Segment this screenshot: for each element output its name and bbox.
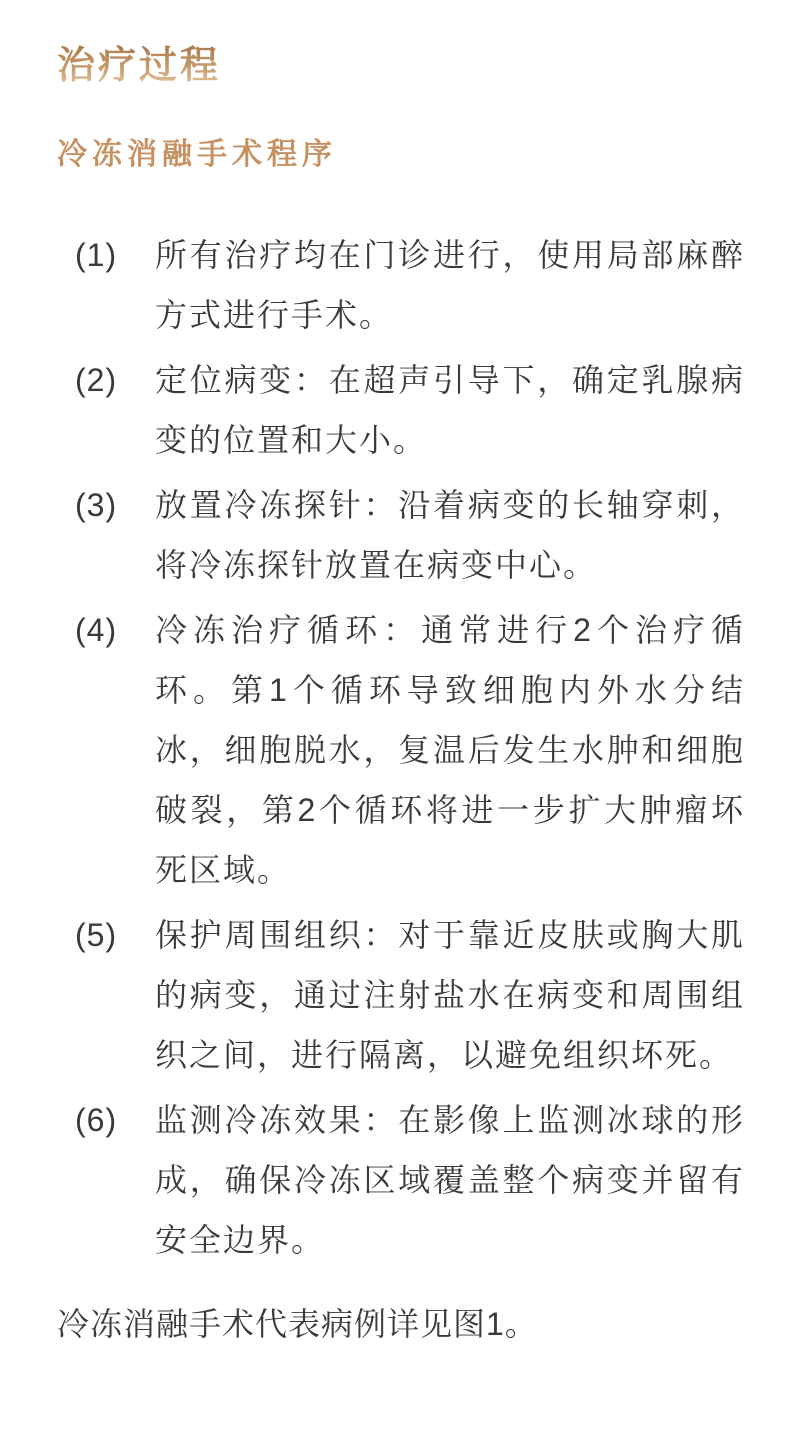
list-item-marker: (3) xyxy=(75,486,118,523)
list-item-marker: (4) xyxy=(75,611,118,648)
list-item xyxy=(75,905,745,1085)
list-item-marker: (6) xyxy=(75,1101,118,1138)
list-item-text: 冷冻治疗循环：通常进行2个治疗循环。第1个循环导致细胞内外水分结冰，细胞脱水，复温后发生水肿和细胞破裂，第2个循环将进一步扩大肿瘤坏死区域。 xyxy=(155,611,745,888)
list-item-text: 放置冷冻探针：沿着病变的长轴穿刺，将冷冻探针放置在病变中心。 xyxy=(155,486,745,583)
footer-note: 冷冻消融手术代表病例详见图1。 xyxy=(57,1305,538,1342)
page-title: 治疗过程 xyxy=(57,42,222,87)
list-item-text: 保护周围组织：对于靠近皮肤或胸大肌的病变，通过注射盐水在病变和周围组织之间，进行隔离，以避免组织坏死。 xyxy=(155,916,745,1073)
document-page xyxy=(0,44,800,1431)
list-item-text: 所有治疗均在门诊进行，使用局部麻醉方式进行手术。 xyxy=(155,236,745,333)
list-item xyxy=(75,1090,745,1270)
list-item-marker: (2) xyxy=(75,361,118,398)
list-item-marker: (5) xyxy=(75,916,118,953)
list-item xyxy=(75,475,745,595)
list-item xyxy=(75,225,745,345)
list-item xyxy=(75,350,745,470)
list-item xyxy=(75,600,745,900)
procedure-list xyxy=(75,225,745,1270)
list-item-marker: (1) xyxy=(75,236,118,273)
list-item-text: 定位病变：在超声引导下，确定乳腺病变的位置和大小。 xyxy=(155,361,745,458)
section-subtitle: 冷冻消融手术程序 xyxy=(57,137,337,171)
list-item-text: 监测冷冻效果：在影像上监测冰球的形成，确保冷冻区域覆盖整个病变并留有安全边界。 xyxy=(155,1101,745,1258)
